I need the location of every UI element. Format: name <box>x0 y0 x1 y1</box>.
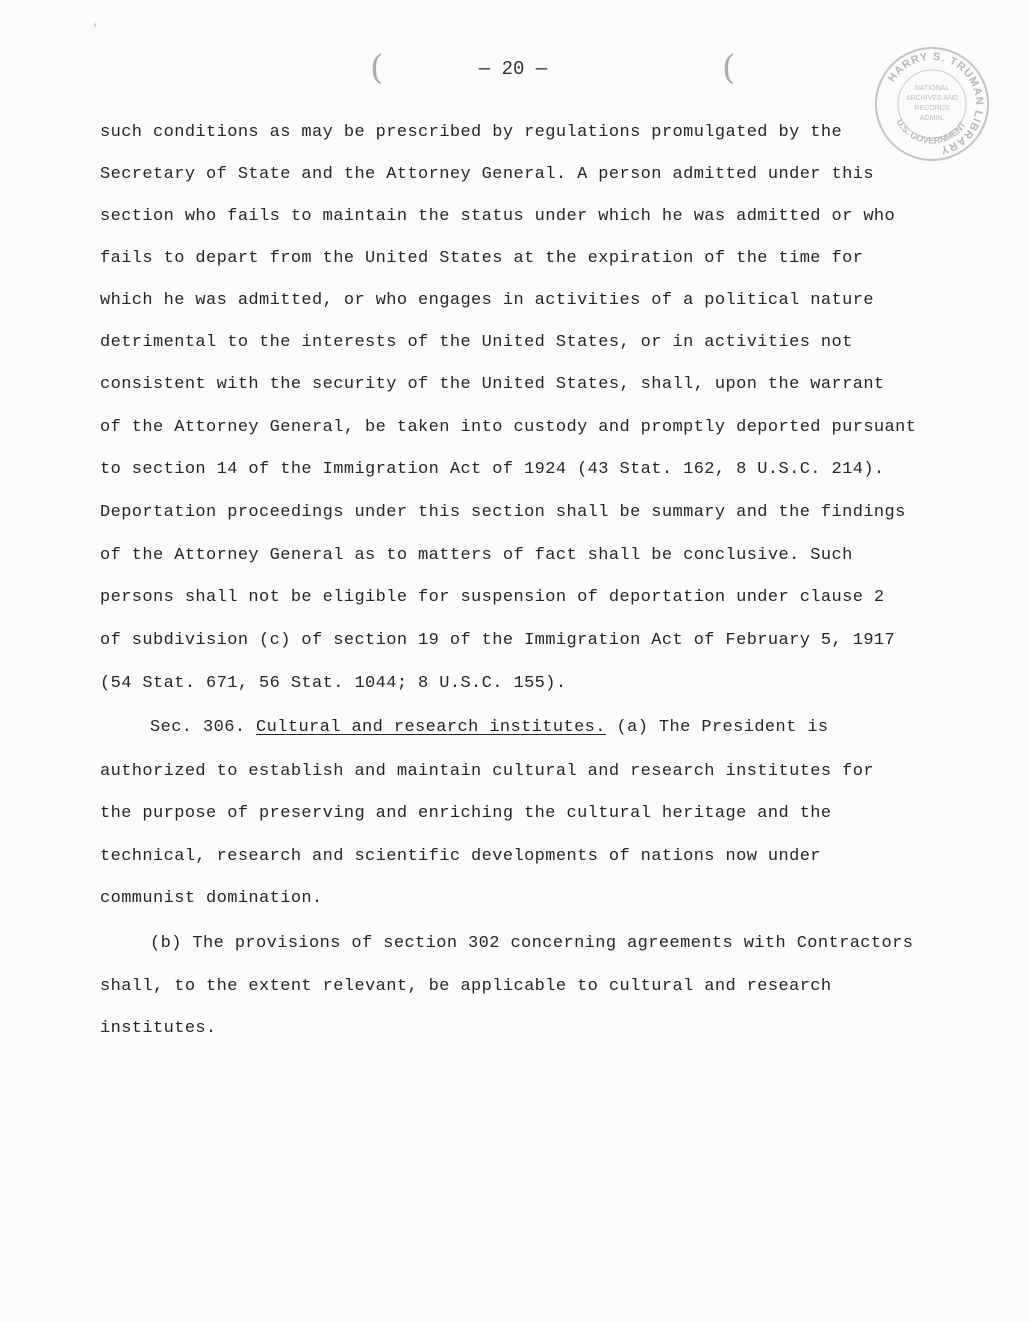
paragraph-1-line-14: (54 Stat. 671, 56 Stat. 1044; 8 U.S.C. 155). <box>100 674 567 693</box>
library-seal-stamp <box>872 44 992 164</box>
paragraph-b-line-2: shall, to the extent relevant, be applicable to cultural and research <box>100 977 832 996</box>
paragraph-1-line-5: which he was admitted, or who engages in activities of a political nature <box>100 291 874 310</box>
paragraph-1-line-4: fails to depart from the United States at the expiration of the time for <box>100 249 864 268</box>
paragraph-1-line-12: persons shall not be eligible for suspension of deportation under clause 2 <box>100 588 885 607</box>
section-306-line-4: technical, research and scientific developments of nations now under <box>100 847 821 866</box>
paragraph-b-line-1: (b) The provisions of section 302 concerning agreements with Contractors <box>150 934 914 953</box>
edge-mark: ' <box>92 24 99 35</box>
paragraph-1-line-3: section who fails to maintain the status under which he was admitted or who <box>100 207 896 226</box>
seal-inner-line-3: RECORDS <box>914 105 950 112</box>
seal-inner-line-1: NATIONAL <box>914 85 950 92</box>
page-number: — 20 — <box>478 58 548 80</box>
paragraph-1-line-9: to section 14 of the Immigration Act of 1924 (43 Stat. 162, 8 U.S.C. 214). <box>100 460 885 479</box>
paragraph-1-line-6: detrimental to the interests of the United States, or in activities not <box>100 333 853 352</box>
section-306-first-line-rest: (a) The President is <box>616 718 829 737</box>
paragraph-1-line-1: such conditions as may be prescribed by regulations promulgated by the <box>100 123 843 142</box>
section-306-line-5: communist domination. <box>100 889 323 908</box>
paragraph-b-line-3: institutes. <box>100 1019 217 1038</box>
paragraph-1-line-10: Deportation proceedings under this section shall be summary and the findings <box>100 503 906 522</box>
section-306-line-2: authorized to establish and maintain cultural and research institutes for <box>100 762 874 781</box>
seal-inner-line-2: ARCHIVES AND <box>905 95 959 102</box>
paragraph-1-line-8: of the Attorney General, be taken into custody and promptly deported pursuant <box>100 418 917 437</box>
section-306-line-3: the purpose of preserving and enriching the cultural heritage and the <box>100 804 832 823</box>
right-parenthesis-mark: ( <box>722 48 736 88</box>
section-306-label: Sec. 306. <box>150 718 246 737</box>
left-parenthesis-mark: ( <box>370 48 384 88</box>
paragraph-1-line-11: of the Attorney General as to matters of fact shall be conclusive. Such <box>100 546 853 565</box>
paragraph-1-line-2: Secretary of State and the Attorney General. A person admitted under this <box>100 165 874 184</box>
paragraph-1-line-7: consistent with the security of the United States, shall, upon the warrant <box>100 375 885 394</box>
paragraph-1-line-13: of subdivision (c) of section 19 of the Immigration Act of February 5, 1917 <box>100 631 896 650</box>
section-306-first-line <box>150 718 829 737</box>
section-306-heading: Cultural and research institutes. <box>256 718 606 737</box>
seal-ring-text: HARRY S. TRUMAN LIBRARY <box>885 50 986 157</box>
seal-inner-line-4: ADMIN. <box>919 115 945 122</box>
seal-bottom-text: U.S. GOVERNMENT <box>894 117 968 146</box>
